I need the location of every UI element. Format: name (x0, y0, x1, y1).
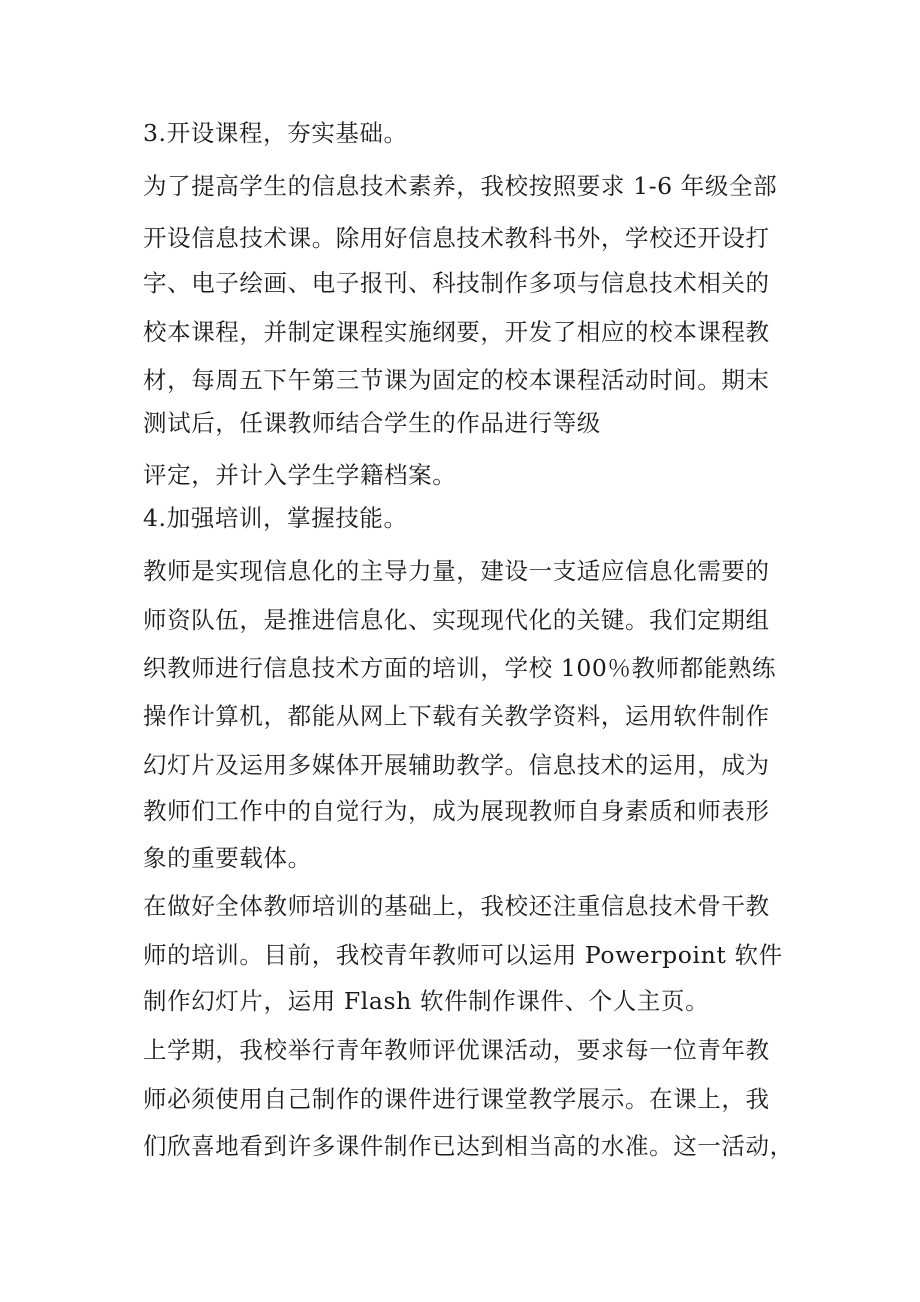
paragraph-line: 在做好全体教师培训的基础上，我校还注重信息技术骨干教 (143, 892, 770, 920)
paragraph-line: 评定，并计入学生学籍档案。 (143, 461, 457, 489)
paragraph-line: 师必须使用自己制作的课件进行课堂教学展示。在课上，我 (143, 1085, 770, 1113)
paragraph-line: 测试后，任课教师结合学生的作品进行等级 (143, 409, 601, 437)
paragraph-line: 开设信息技术课。除用好信息技术教科书外，学校还开设打 (143, 224, 770, 252)
section-heading-3: 3.开设课程，夯实基础。 (143, 119, 408, 147)
paragraph-line: 制作幻灯片，运用 Flash 软件制作课件、个人主页。 (143, 987, 710, 1015)
paragraph-line: 教师是实现信息化的主导力量，建设一支适应信息化需要的 (143, 557, 770, 585)
paragraph-line: 校本课程，并制定课程实施纲要，开发了相应的校本课程教 (143, 318, 770, 346)
paragraph-line: 上学期，我校举行青年教师评优课活动，要求每一位青年教 (143, 1036, 770, 1064)
paragraph-line: 字、电子绘画、电子报刊、科技制作多项与信息技术相关的 (143, 269, 770, 297)
paragraph-line: 为了提高学生的信息技术素养，我校按照要求 1-6 年级全部 (143, 172, 778, 200)
paragraph-line: 幻灯片及运用多媒体开展辅助教学。信息技术的运用，成为 (143, 751, 770, 779)
paragraph-line: 们欣喜地看到许多课件制作已达到相当高的水准。这一活动， (143, 1132, 794, 1160)
paragraph-line: 织教师进行信息技术方面的培训，学校 100％教师都能熟练 (143, 654, 777, 682)
section-heading-4: 4.加强培训，掌握技能。 (143, 504, 408, 532)
paragraph-line: 材，每周五下午第三节课为固定的校本课程活动时间。期末 (143, 366, 770, 394)
paragraph-line: 师的培训。目前，我校青年教师可以运用 Powerpoint 软件 (143, 941, 783, 969)
paragraph-line: 操作计算机，都能从网上下载有关教学资料，运用软件制作 (143, 702, 770, 730)
paragraph-line: 象的重要载体。 (143, 844, 312, 872)
paragraph-line: 教师们工作中的自觉行为，成为展现教师自身素质和师表形 (143, 797, 770, 825)
paragraph-line: 师资队伍，是推进信息化、实现现代化的关键。我们定期组 (143, 606, 770, 634)
